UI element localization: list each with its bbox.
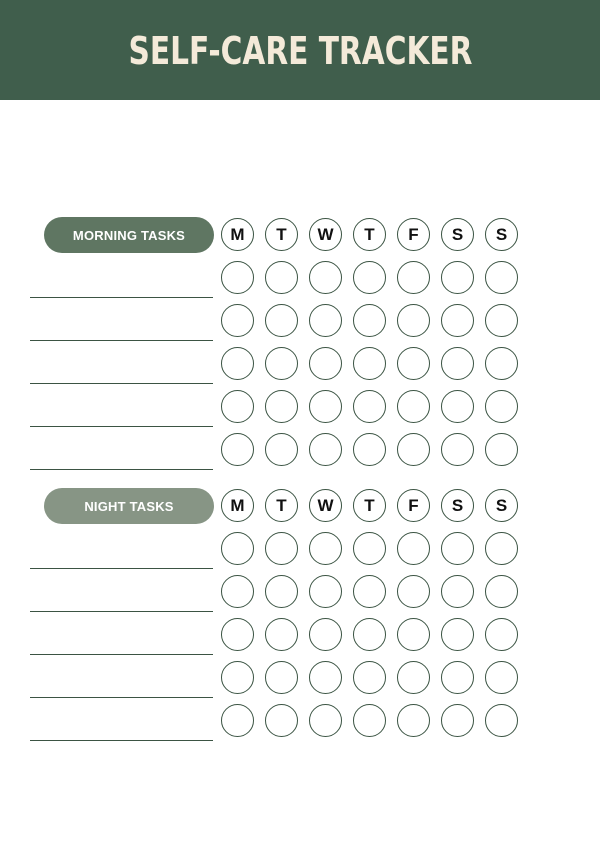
morning-task-line[interactable] xyxy=(30,383,213,384)
morning-check-circle[interactable] xyxy=(309,433,342,466)
morning-day-header: M xyxy=(221,218,254,251)
morning-check-circle[interactable] xyxy=(397,347,430,380)
night-check-circle[interactable] xyxy=(309,575,342,608)
morning-day-header: S xyxy=(441,218,474,251)
night-check-circle[interactable] xyxy=(221,532,254,565)
morning-check-circle[interactable] xyxy=(353,347,386,380)
morning-check-circle[interactable] xyxy=(353,433,386,466)
night-check-circle[interactable] xyxy=(485,532,518,565)
night-task-line[interactable] xyxy=(30,654,213,655)
night-task-line[interactable] xyxy=(30,568,213,569)
night-check-circle[interactable] xyxy=(485,575,518,608)
morning-check-circle[interactable] xyxy=(353,304,386,337)
night-check-circle[interactable] xyxy=(441,704,474,737)
night-check-circle[interactable] xyxy=(221,704,254,737)
morning-check-circle[interactable] xyxy=(265,304,298,337)
morning-check-circle[interactable] xyxy=(441,347,474,380)
morning-day-header: W xyxy=(309,218,342,251)
night-check-circle[interactable] xyxy=(353,704,386,737)
header-banner xyxy=(0,0,600,100)
morning-check-circle[interactable] xyxy=(221,304,254,337)
morning-check-circle[interactable] xyxy=(441,304,474,337)
night-task-line[interactable] xyxy=(30,740,213,741)
morning-check-circle[interactable] xyxy=(397,433,430,466)
morning-check-circle[interactable] xyxy=(397,304,430,337)
page-title: SELF-CARE TRACKER xyxy=(128,29,472,73)
night-day-header: T xyxy=(353,489,386,522)
morning-check-circle[interactable] xyxy=(485,261,518,294)
morning-check-circle[interactable] xyxy=(441,261,474,294)
night-check-circle[interactable] xyxy=(485,618,518,651)
night-day-header: T xyxy=(265,489,298,522)
morning-check-circle[interactable] xyxy=(221,390,254,423)
night-check-circle[interactable] xyxy=(221,661,254,694)
night-check-circle[interactable] xyxy=(485,704,518,737)
morning-check-circle[interactable] xyxy=(353,390,386,423)
morning-check-circle[interactable] xyxy=(485,433,518,466)
night-check-circle[interactable] xyxy=(309,661,342,694)
morning-check-circle[interactable] xyxy=(441,433,474,466)
night-day-header: S xyxy=(485,489,518,522)
night-day-header: F xyxy=(397,489,430,522)
night-check-circle[interactable] xyxy=(309,532,342,565)
night-day-header: M xyxy=(221,489,254,522)
night-check-circle[interactable] xyxy=(441,532,474,565)
morning-day-header: T xyxy=(265,218,298,251)
night-check-circle[interactable] xyxy=(397,661,430,694)
night-check-circle[interactable] xyxy=(221,618,254,651)
night-task-line[interactable] xyxy=(30,697,213,698)
morning-check-circle[interactable] xyxy=(485,347,518,380)
morning-day-header: T xyxy=(353,218,386,251)
night-check-circle[interactable] xyxy=(353,618,386,651)
night-check-circle[interactable] xyxy=(353,532,386,565)
morning-check-circle[interactable] xyxy=(309,390,342,423)
night-check-circle[interactable] xyxy=(397,704,430,737)
morning-check-circle[interactable] xyxy=(353,261,386,294)
morning-check-circle[interactable] xyxy=(265,347,298,380)
morning-check-circle[interactable] xyxy=(265,433,298,466)
morning-check-circle[interactable] xyxy=(221,433,254,466)
night-check-circle[interactable] xyxy=(397,618,430,651)
morning-task-line[interactable] xyxy=(30,340,213,341)
morning-task-line[interactable] xyxy=(30,426,213,427)
night-check-circle[interactable] xyxy=(309,704,342,737)
night-task-line[interactable] xyxy=(30,611,213,612)
morning-task-line[interactable] xyxy=(30,469,213,470)
morning-check-circle[interactable] xyxy=(309,304,342,337)
morning-tasks-label: MORNING TASKS xyxy=(44,217,214,253)
night-check-circle[interactable] xyxy=(353,575,386,608)
night-day-header: W xyxy=(309,489,342,522)
night-check-circle[interactable] xyxy=(265,575,298,608)
morning-check-circle[interactable] xyxy=(485,304,518,337)
night-check-circle[interactable] xyxy=(397,532,430,565)
night-day-header: S xyxy=(441,489,474,522)
morning-check-circle[interactable] xyxy=(397,261,430,294)
morning-task-line[interactable] xyxy=(30,297,213,298)
night-check-circle[interactable] xyxy=(441,618,474,651)
night-check-circle[interactable] xyxy=(265,661,298,694)
night-check-circle[interactable] xyxy=(441,661,474,694)
night-check-circle[interactable] xyxy=(265,532,298,565)
night-check-circle[interactable] xyxy=(397,575,430,608)
morning-check-circle[interactable] xyxy=(309,261,342,294)
morning-check-circle[interactable] xyxy=(441,390,474,423)
night-check-circle[interactable] xyxy=(309,618,342,651)
morning-check-circle[interactable] xyxy=(221,261,254,294)
morning-check-circle[interactable] xyxy=(309,347,342,380)
morning-check-circle[interactable] xyxy=(397,390,430,423)
night-check-circle[interactable] xyxy=(441,575,474,608)
morning-day-header: F xyxy=(397,218,430,251)
morning-check-circle[interactable] xyxy=(221,347,254,380)
morning-check-circle[interactable] xyxy=(265,261,298,294)
night-tasks-label: NIGHT TASKS xyxy=(44,488,214,524)
night-check-circle[interactable] xyxy=(353,661,386,694)
night-check-circle[interactable] xyxy=(485,661,518,694)
night-check-circle[interactable] xyxy=(265,704,298,737)
night-check-circle[interactable] xyxy=(265,618,298,651)
morning-day-header: S xyxy=(485,218,518,251)
morning-check-circle[interactable] xyxy=(265,390,298,423)
night-check-circle[interactable] xyxy=(221,575,254,608)
morning-check-circle[interactable] xyxy=(485,390,518,423)
